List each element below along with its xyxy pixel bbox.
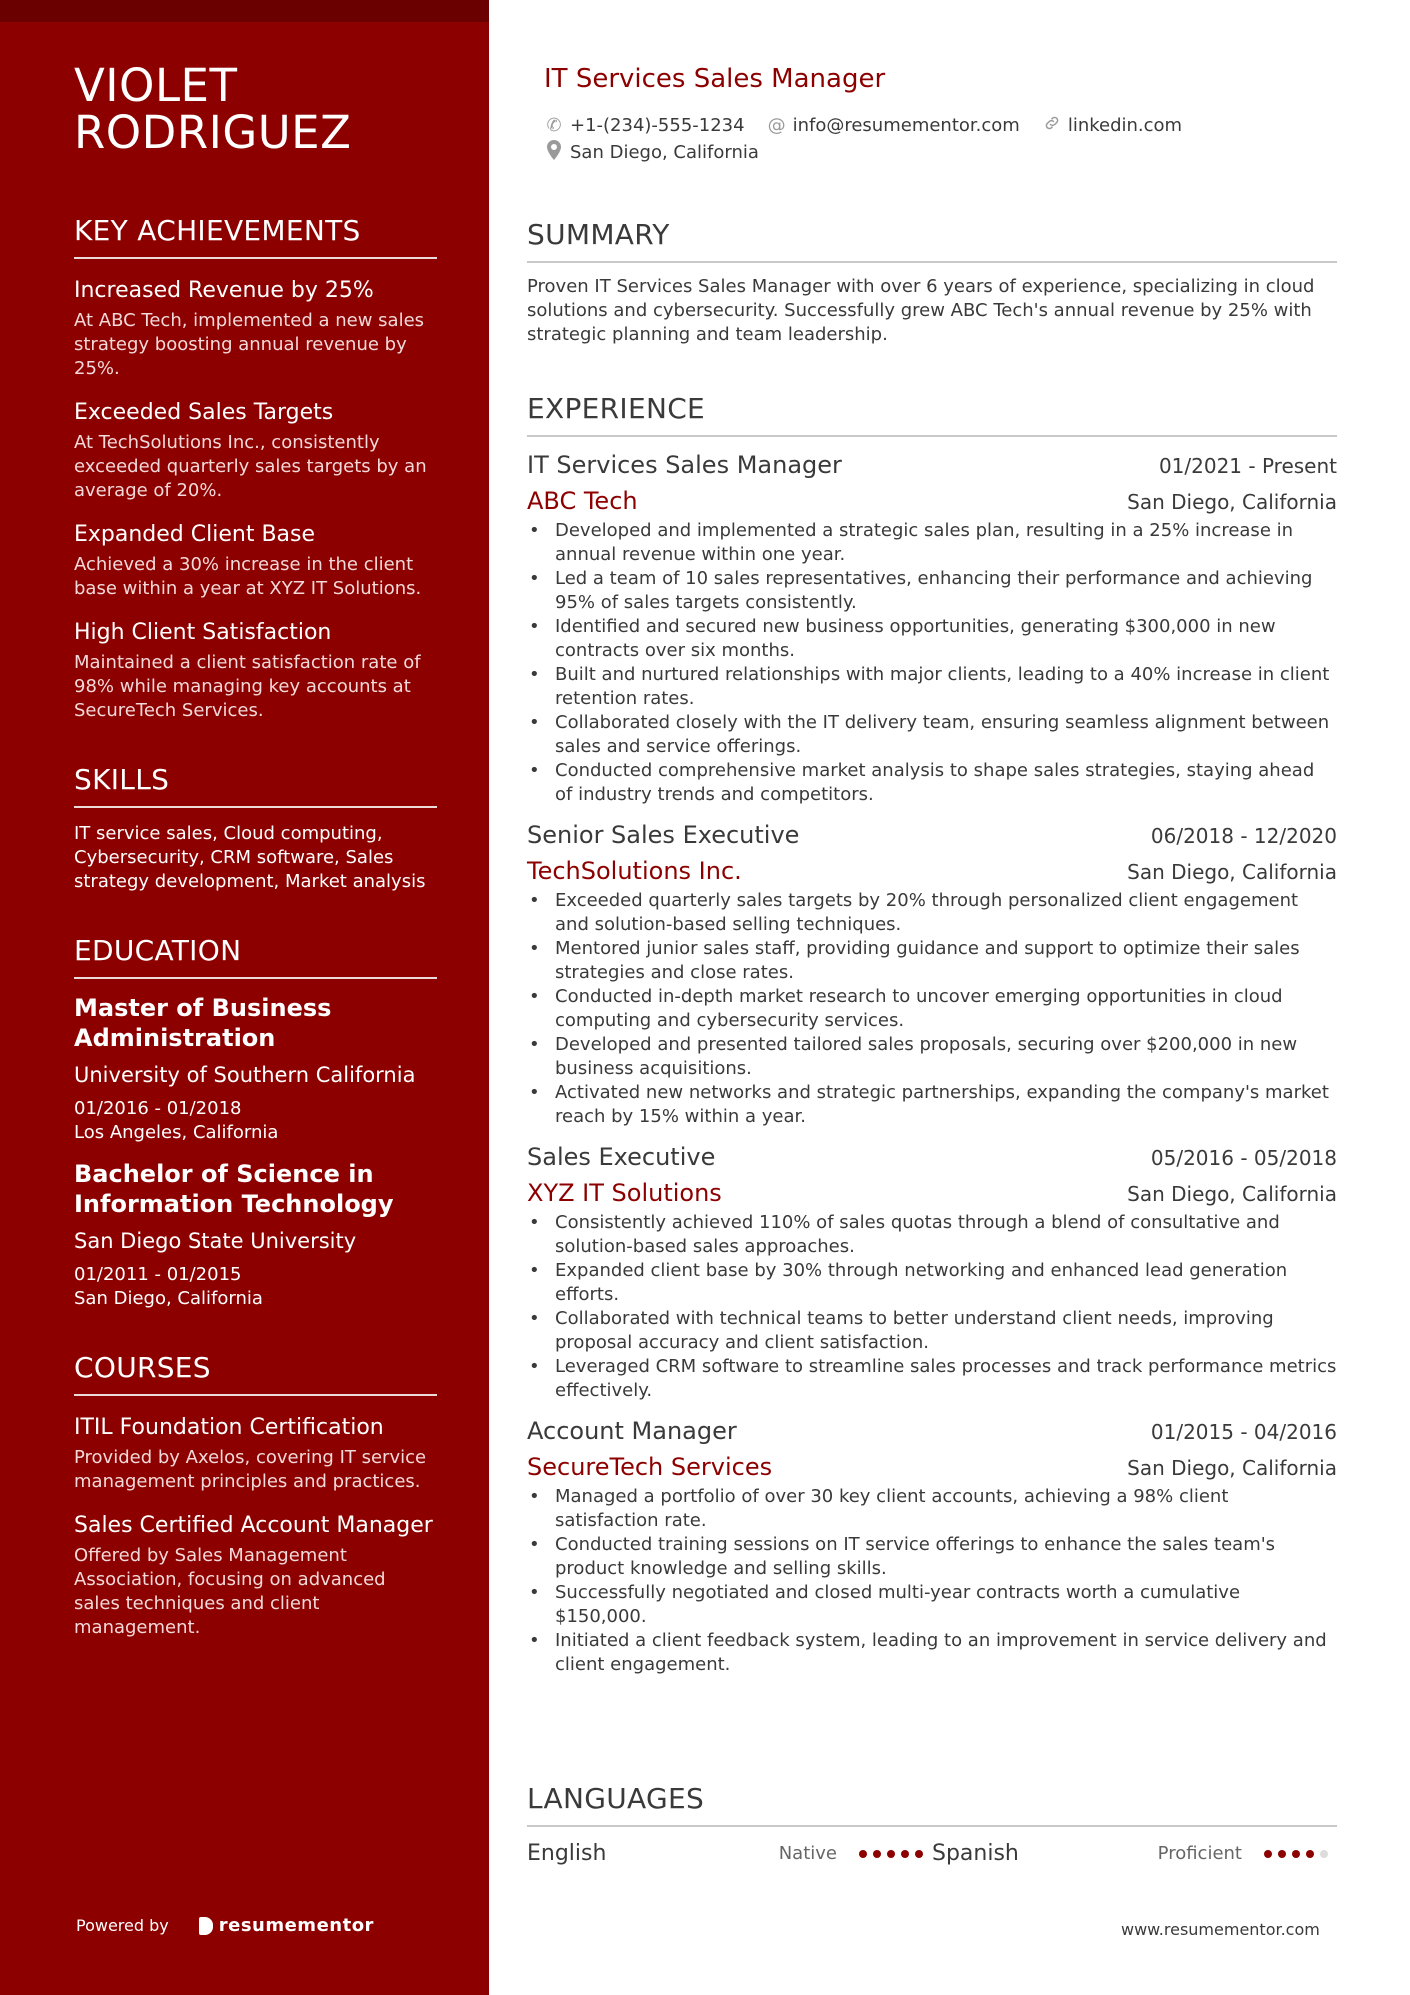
job-entry bbox=[527, 1417, 1337, 1677]
job-company: TechSolutions Inc. bbox=[527, 857, 742, 885]
job-bullets bbox=[527, 519, 1337, 807]
languages-heading: LANGUAGES bbox=[527, 1782, 1337, 1827]
powered-by bbox=[76, 1915, 374, 1936]
job-bullet: • Led a team of 10 sales representatives, enhancing their performance and achieving 95% of sales targets consistently. bbox=[527, 567, 1337, 615]
rating-dot bbox=[859, 1850, 867, 1858]
language-name: Spanish bbox=[932, 1841, 1019, 1866]
job-header bbox=[527, 1417, 1337, 1445]
job-role: Sales Executive bbox=[527, 1143, 716, 1171]
powered-by-label: Powered by bbox=[76, 1916, 169, 1935]
job-dates: 05/2016 - 05/2018 bbox=[1150, 1146, 1337, 1170]
achievement-title: High Client Satisfaction bbox=[74, 620, 332, 645]
language-rating bbox=[1264, 1850, 1334, 1858]
language-item bbox=[932, 1841, 1337, 1866]
education-dates: 01/2016 - 01/2018 bbox=[74, 1098, 242, 1119]
job-bullet: • Developed and implemented a strategic sales plan, resulting in a 25% increase in annual revenue within one year. bbox=[527, 519, 1337, 567]
job-dates: 01/2015 - 04/2016 bbox=[1150, 1420, 1337, 1444]
name-first: VIOLET bbox=[74, 59, 238, 112]
language-rating bbox=[859, 1850, 929, 1858]
linkedin-text: linkedin.com bbox=[1067, 115, 1183, 136]
experience-list bbox=[527, 451, 1337, 1677]
education-degree: Master of Business Administration bbox=[74, 994, 332, 1052]
achievement-item bbox=[74, 399, 437, 503]
education-section bbox=[74, 934, 437, 1311]
job-header bbox=[527, 1143, 1337, 1171]
education-dates: 01/2011 - 01/2015 bbox=[74, 1264, 242, 1285]
courses-list bbox=[74, 1414, 437, 1640]
job-role: Account Manager bbox=[527, 1417, 737, 1445]
course-desc: Provided by Axelos, covering IT service management principles and practices. bbox=[74, 1447, 427, 1492]
courses-heading: COURSES bbox=[74, 1351, 437, 1396]
rating-dot bbox=[1264, 1850, 1272, 1858]
rating-dot bbox=[1278, 1850, 1286, 1858]
job-header bbox=[527, 451, 1337, 479]
achievement-desc: Maintained a client satisfaction rate of 98% while managing key accounts at SecureTech Services. bbox=[74, 652, 421, 721]
skills-text: IT service sales, Cloud computing, Cybersecurity, CRM software, Sales strategy development, Market analysis bbox=[74, 823, 426, 892]
job-bullet: • Collaborated closely with the IT delivery team, ensuring seamless alignment between sales and service offerings. bbox=[527, 711, 1337, 759]
contact-email[interactable] bbox=[767, 115, 1020, 136]
brand-name: resumementor bbox=[218, 1915, 374, 1936]
course-item bbox=[74, 1512, 437, 1640]
contact-location bbox=[544, 140, 759, 165]
job-subheader bbox=[527, 1453, 1337, 1481]
summary-section bbox=[527, 218, 1337, 347]
job-bullet: • Activated new networks and strategic partnerships, expanding the company's market reach by 15% within a year. bbox=[527, 1081, 1337, 1129]
achievement-title: Increased Revenue by 25% bbox=[74, 278, 374, 303]
job-bullets bbox=[527, 1211, 1337, 1403]
job-company: SecureTech Services bbox=[527, 1453, 773, 1481]
rating-dot bbox=[873, 1850, 881, 1858]
job-bullet: • Conducted comprehensive market analysis to shape sales strategies, staying ahead of industry trends and competitors. bbox=[527, 759, 1337, 807]
job-bullet: • Expanded client base by 30% through networking and enhanced lead generation efforts. bbox=[527, 1259, 1337, 1307]
achievement-title: Exceeded Sales Targets bbox=[74, 400, 334, 425]
education-school: University of Southern California bbox=[74, 1063, 416, 1087]
job-bullet: • Developed and presented tailored sales proposals, securing over $200,000 in new business acquisitions. bbox=[527, 1033, 1337, 1081]
pin-icon bbox=[544, 140, 564, 165]
course-title: ITIL Foundation Certification bbox=[74, 1415, 384, 1440]
education-location: San Diego, California bbox=[74, 1288, 263, 1309]
language-level: Native bbox=[778, 1843, 837, 1864]
education-meta bbox=[74, 1263, 437, 1311]
location-text: San Diego, California bbox=[570, 142, 759, 163]
course-item bbox=[74, 1414, 437, 1494]
job-subheader bbox=[527, 1179, 1337, 1207]
achievement-desc: Achieved a 30% increase in the client base within a year at XYZ IT Solutions. bbox=[74, 554, 422, 599]
job-location: San Diego, California bbox=[1127, 1182, 1337, 1206]
education-item bbox=[74, 993, 437, 1145]
achievement-item bbox=[74, 277, 437, 381]
phone-icon: ✆ bbox=[546, 115, 562, 136]
job-location: San Diego, California bbox=[1127, 1456, 1337, 1480]
job-bullet: • Successfully negotiated and closed multi-year contracts worth a cumulative $150,000. bbox=[527, 1581, 1337, 1629]
education-meta bbox=[74, 1097, 437, 1145]
experience-heading: EXPERIENCE bbox=[527, 392, 1337, 437]
experience-section bbox=[527, 392, 1337, 1677]
languages-list bbox=[527, 1841, 1337, 1866]
job-dates: 06/2018 - 12/2020 bbox=[1150, 824, 1337, 848]
job-bullet: • Managed a portfolio of over 30 key client accounts, achieving a 98% client satisfaction rate. bbox=[527, 1485, 1337, 1533]
job-header bbox=[527, 821, 1337, 849]
job-dates: 01/2021 - Present bbox=[1158, 454, 1337, 478]
job-entry bbox=[527, 821, 1337, 1129]
education-degree: Bachelor of Science in Information Technology bbox=[74, 1160, 394, 1218]
education-list bbox=[74, 993, 437, 1311]
job-bullet: • Leveraged CRM software to streamline sales processes and track performance metrics effectively. bbox=[527, 1355, 1337, 1403]
job-bullet: • Identified and secured new business opportunities, generating $300,000 in new contracts over six months. bbox=[527, 615, 1337, 663]
job-role: IT Services Sales Manager bbox=[527, 451, 842, 479]
sidebar-top-band bbox=[0, 0, 489, 22]
achievement-desc: At ABC Tech, implemented a new sales strategy boosting annual revenue by 25%. bbox=[74, 310, 425, 379]
courses-section bbox=[74, 1351, 437, 1640]
job-location: San Diego, California bbox=[1127, 490, 1337, 514]
job-bullet: • Mentored junior sales staff, providing guidance and support to optimize their sales strategies and close rates. bbox=[527, 937, 1337, 985]
achievements-section bbox=[74, 214, 437, 723]
education-location: Los Angeles, California bbox=[74, 1122, 279, 1143]
job-company: ABC Tech bbox=[527, 487, 638, 515]
education-school: San Diego State University bbox=[74, 1229, 357, 1253]
languages-section bbox=[527, 1782, 1337, 1866]
job-entry bbox=[527, 451, 1337, 807]
course-title: Sales Certified Account Manager bbox=[74, 1513, 433, 1538]
language-level: Proficient bbox=[1157, 1843, 1242, 1864]
candidate-name bbox=[74, 59, 437, 159]
job-role: Senior Sales Executive bbox=[527, 821, 800, 849]
sidebar-content bbox=[74, 59, 437, 1640]
achievement-title: Expanded Client Base bbox=[74, 522, 316, 547]
course-desc: Offered by Sales Management Association, focusing on advanced sales techniques and client management. bbox=[74, 1545, 386, 1638]
skills-heading: SKILLS bbox=[74, 763, 437, 808]
job-subheader bbox=[527, 487, 1337, 515]
language-item bbox=[527, 1841, 932, 1866]
rating-dot bbox=[1306, 1850, 1314, 1858]
brand-logo[interactable] bbox=[199, 1915, 374, 1936]
email-text: info@resumementor.com bbox=[792, 115, 1020, 136]
job-bullets bbox=[527, 1485, 1337, 1677]
job-bullet: • Collaborated with technical teams to better understand client needs, improving proposal accuracy and client satisfaction. bbox=[527, 1307, 1337, 1355]
job-location: San Diego, California bbox=[1127, 860, 1337, 884]
job-bullets bbox=[527, 889, 1337, 1129]
name-last: RODRIGUEZ bbox=[74, 106, 352, 159]
headline: IT Services Sales Manager bbox=[544, 64, 886, 94]
job-subheader bbox=[527, 857, 1337, 885]
footer-url[interactable]: www.resumementor.com bbox=[1121, 1920, 1320, 1939]
phone-text: +1-(234)-555-1234 bbox=[570, 115, 745, 136]
rating-dot bbox=[901, 1850, 909, 1858]
job-bullet: • Exceeded quarterly sales targets by 20% through personalized client engagement and solution-based selling techniques. bbox=[527, 889, 1337, 937]
achievement-desc: At TechSolutions Inc., consistently exceeded quarterly sales targets by an average of 20%. bbox=[74, 432, 427, 501]
job-company: XYZ IT Solutions bbox=[527, 1179, 722, 1207]
job-bullet: • Built and nurtured relationships with major clients, leading to a 40% increase in client retention rates. bbox=[527, 663, 1337, 711]
job-bullet: • Consistently achieved 110% of sales quotas through a blend of consultative and solution-based sales approaches. bbox=[527, 1211, 1337, 1259]
contact-linkedin[interactable] bbox=[1042, 114, 1182, 137]
achievement-item bbox=[74, 521, 437, 601]
skills-section bbox=[74, 763, 437, 894]
job-bullet: • Conducted in-depth market research to uncover emerging opportunities in cloud computing and cybersecurity services. bbox=[527, 985, 1337, 1033]
job-entry bbox=[527, 1143, 1337, 1403]
rating-dot bbox=[915, 1850, 923, 1858]
summary-heading: SUMMARY bbox=[527, 218, 1337, 263]
at-icon: @ bbox=[767, 115, 786, 136]
brand-logo-icon bbox=[199, 1917, 213, 1935]
summary-text: Proven IT Services Sales Manager with over 6 years of experience, specializing in cloud solutions and cybersecurity. Successfully grew ABC Tech's annual revenue by 25% with strategic planning and team leadership. bbox=[527, 276, 1315, 345]
achievement-item bbox=[74, 619, 437, 723]
sidebar bbox=[0, 0, 489, 1995]
job-bullet: • Initiated a client feedback system, leading to an improvement in service delivery and client engagement. bbox=[527, 1629, 1337, 1677]
education-item bbox=[74, 1159, 437, 1311]
rating-dot bbox=[1292, 1850, 1300, 1858]
contact-phone[interactable] bbox=[544, 115, 745, 136]
education-heading: EDUCATION bbox=[74, 934, 437, 979]
link-icon bbox=[1042, 114, 1062, 137]
rating-dot bbox=[887, 1850, 895, 1858]
contact-info bbox=[544, 112, 1334, 166]
rating-dot bbox=[1320, 1850, 1328, 1858]
achievements-heading: KEY ACHIEVEMENTS bbox=[74, 214, 437, 259]
achievements-list bbox=[74, 277, 437, 723]
language-name: English bbox=[527, 1841, 607, 1866]
job-bullet: • Conducted training sessions on IT service offerings to enhance the sales team's product knowledge and selling skills. bbox=[527, 1533, 1337, 1581]
